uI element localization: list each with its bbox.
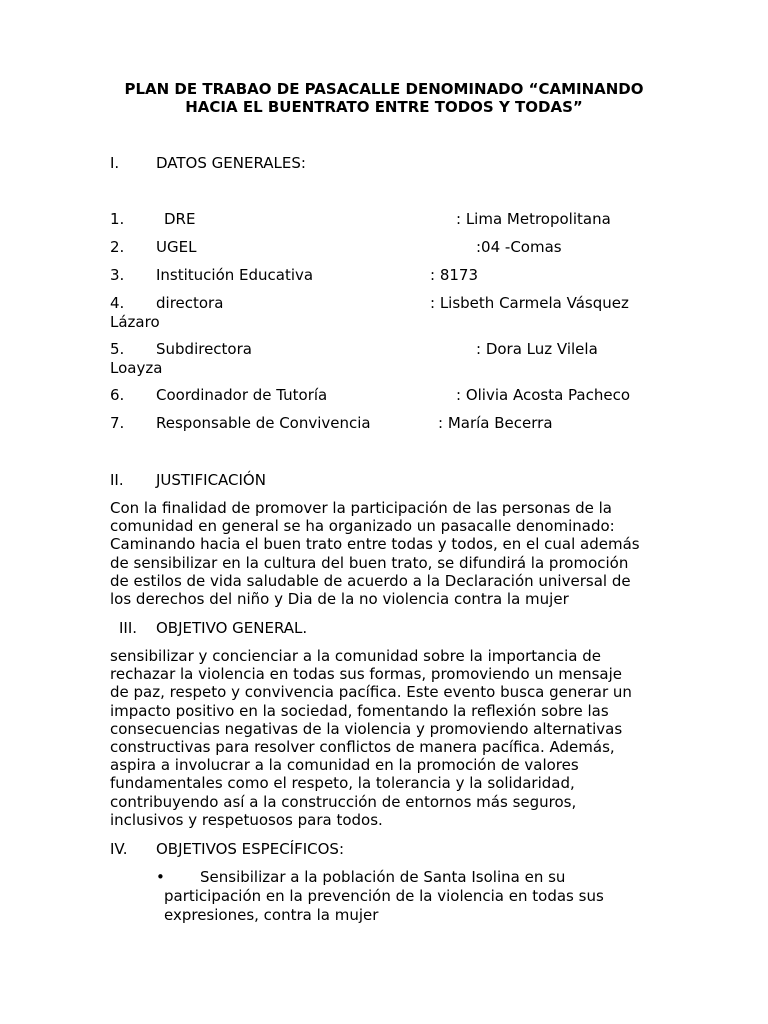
- section-3-number: III.: [119, 619, 138, 637]
- paragraph-line: aspira a involucrar a la comunidad en la promoción de valores: [110, 756, 579, 775]
- paragraph-line: impacto positivo en la sociedad, fomentando la reflexión sobre las: [110, 701, 609, 720]
- dato-7-value: : María Becerra: [438, 414, 553, 432]
- dato-2-label: UGEL: [156, 238, 197, 256]
- paragraph-line: los derechos del niño y Dia de la no violencia contra la mujer: [110, 590, 569, 609]
- dato-5-value: : Dora Luz Vilela: [476, 340, 598, 358]
- dato-5-number: 5.: [110, 340, 125, 358]
- dato-2-value: :04 -Comas: [476, 238, 562, 256]
- section-2-number: II.: [110, 471, 124, 489]
- dato-1-value: : Lima Metropolitana: [456, 210, 611, 228]
- dato-2-number: 2.: [110, 238, 125, 256]
- section-4-number: IV.: [110, 840, 128, 858]
- bullet-1-continuation: [164, 887, 604, 924]
- dato-7-number: 7.: [110, 414, 125, 432]
- dato-6-label: Coordinador de Tutoría: [156, 386, 328, 404]
- section-2-heading: JUSTIFICACIÓN: [156, 471, 266, 489]
- section-1-heading: DATOS GENERALES:: [156, 154, 306, 172]
- paragraph-line: Con la finalidad de promover la participación de las personas de la: [110, 499, 613, 517]
- paragraph-line: fundamentales como el respeto, la tolerancia y la solidaridad,: [110, 774, 575, 793]
- paragraph-line: sensibilizar y concienciar a la comunidad sobre la importancia de: [110, 647, 601, 665]
- dato-1-label: DRE: [164, 210, 196, 228]
- paragraph-line: inclusivos y respetuosos para todos.: [110, 810, 383, 829]
- paragraph-line: Caminando hacia el buen trato entre todas y todos, en el cual además: [110, 535, 640, 554]
- bullet-1-first-line: Sensibilizar a la población de Santa Isolina en su: [200, 868, 566, 886]
- bullet-line: participación en la prevención de la violencia en todas sus: [164, 887, 604, 905]
- title-line-2: HACIA EL BUENTRATO ENTRE TODOS Y TODAS”: [185, 98, 583, 116]
- dato-7-label: Responsable de Convivencia: [156, 414, 371, 432]
- dato-4-number: 4.: [110, 294, 125, 312]
- paragraph-line: de paz, respeto y convivencia pacífica. Este evento busca generar un: [110, 683, 632, 702]
- dato-6-value: : Olivia Acosta Pacheco: [456, 386, 631, 404]
- paragraph-line: de estilos de vida saludable de acuerdo a la Declaración universal de: [110, 571, 631, 590]
- paragraph-line: contribuyendo así a la construcción de entornos más seguros,: [110, 792, 577, 811]
- bullet-icon: •: [156, 868, 165, 886]
- paragraph-line: de sensibilizar en la cultura del buen trato, se difundirá la promoción: [110, 553, 629, 572]
- dato-4-value: : Lisbeth Carmela Vásquez: [430, 294, 629, 312]
- paragraph-line: constructivas para resolver conflictos de manera pacífica. Además,: [110, 738, 615, 757]
- section-1-number: I.: [110, 154, 120, 172]
- paragraph-line: rechazar la violencia en todas sus formas, promoviendo un mensaje: [110, 665, 623, 684]
- section-3-heading: OBJETIVO GENERAL.: [156, 619, 308, 637]
- section-4-heading: OBJETIVOS ESPECÍFICOS:: [156, 840, 345, 858]
- dato-5-value-wrap: Loayza: [110, 359, 163, 377]
- dato-3-value: : 8173: [430, 266, 478, 284]
- title-line-1: PLAN DE TRABAO DE PASACALLE DENOMINADO “CAMINANDO: [124, 80, 644, 98]
- justificacion-paragraph: [110, 499, 640, 608]
- dato-3-number: 3.: [110, 266, 125, 284]
- document-title: [100, 80, 668, 116]
- dato-1-number: 1.: [110, 210, 125, 228]
- objetivo-general-paragraph: [110, 647, 632, 829]
- dato-4-value-wrap: Lázaro: [110, 313, 160, 331]
- dato-6-number: 6.: [110, 386, 125, 404]
- paragraph-line: consecuencias negativas de la violencia y promoviendo alternativas: [110, 719, 623, 738]
- dato-5-label: Subdirectora: [156, 340, 252, 358]
- paragraph-line: comunidad en general se ha organizado un pasacalle denominado:: [110, 517, 615, 536]
- dato-4-label: directora: [156, 294, 224, 312]
- bullet-line: expresiones, contra la mujer: [164, 905, 379, 924]
- dato-3-label: Institución Educativa: [156, 266, 314, 284]
